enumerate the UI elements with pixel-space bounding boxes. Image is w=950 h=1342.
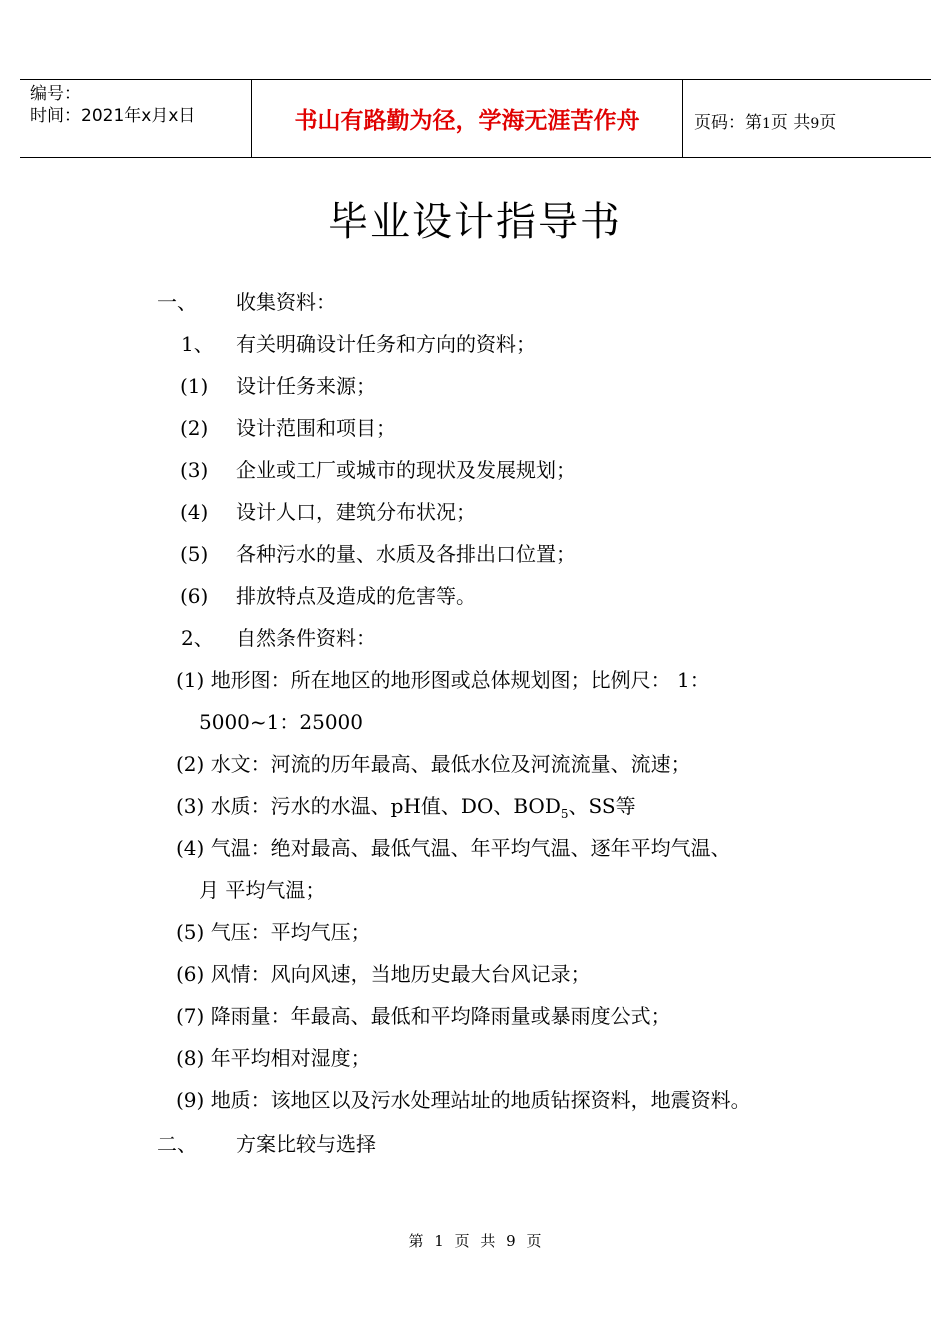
subscript: 5 [560,807,569,821]
page-header [20,79,931,158]
list-text-tail: 、SS等 [568,794,636,818]
header-meta [30,83,255,127]
list-marker: 2、 [181,626,214,650]
list-text: 企业或工厂或城市的现状及发展规划； [236,458,576,482]
list-item: (4) 气温：绝对最高、最低气温、年平均气温、逐年平均气温、 [176,836,731,860]
header-motto: 书山有路勤为径，学海无涯苦作舟 [294,108,640,134]
document-time-label: 时间：2021年x月x日 [30,106,196,126]
list-text: 排放特点及造成的危害等。 [236,584,476,608]
list-text: 各种污水的量、水质及各排出口位置； [236,542,576,566]
list-text: 收集资料： [236,290,336,314]
list-item-continuation: 月 平均气温； [199,878,326,902]
list-item: (9) 地质：该地区以及污水处理站址的地质钻探资料，地震资料。 [176,1088,751,1112]
list-marker: (3) [180,458,209,482]
page-current: 1 [762,116,771,132]
list-text: 设计任务来源； [236,374,376,398]
list-marker: (6) [180,584,209,608]
list-text: (3) 水质：污水的水温、pH值、DO、BOD [176,794,561,818]
list-item: (5) 气压：平均气压； [176,920,371,944]
list-marker: 1、 [181,332,214,356]
list-marker: 一、 [157,290,197,314]
list-item: (6) 风情：风向风速，当地历史最大台风记录； [176,962,591,986]
list-item [176,794,636,826]
list-marker: (4) [180,500,209,524]
page-mid: 页 共 [770,113,811,133]
list-text: 方案比较与选择 [236,1132,376,1156]
page-suffix: 页 [819,113,837,133]
header-divider [682,80,683,157]
list-marker: (2) [180,416,209,440]
list-marker: (1) [180,374,209,398]
document-number-label: 编号： [30,84,81,104]
list-marker: 二、 [157,1132,197,1156]
list-item: (8) 年平均相对湿度； [176,1046,371,1070]
list-text: 有关明确设计任务和方向的资料； [236,332,536,356]
page-footer: 第 1 页 共 9 页 [408,1232,542,1250]
page-title: 毕业设计指导书 [328,199,622,245]
list-text: 设计范围和项目； [236,416,396,440]
list-text: 设计人口，建筑分布状况； [236,500,476,524]
header-page-info [694,108,836,133]
page-prefix: 页码：第 [694,113,762,133]
list-item-continuation: 5000~1：25000 [199,710,364,734]
list-item: (2) 水文：河流的历年最高、最低水位及河流流量、流速； [176,752,691,776]
list-text: 自然条件资料： [236,626,376,650]
page-total: 9 [810,116,820,132]
list-item: (1) 地形图：所在地区的地形图或总体规划图；比例尺： 1： [176,668,710,692]
list-item: (7) 降雨量：年最高、最低和平均降雨量或暴雨度公式； [176,1004,671,1028]
list-marker: (5) [180,542,209,566]
